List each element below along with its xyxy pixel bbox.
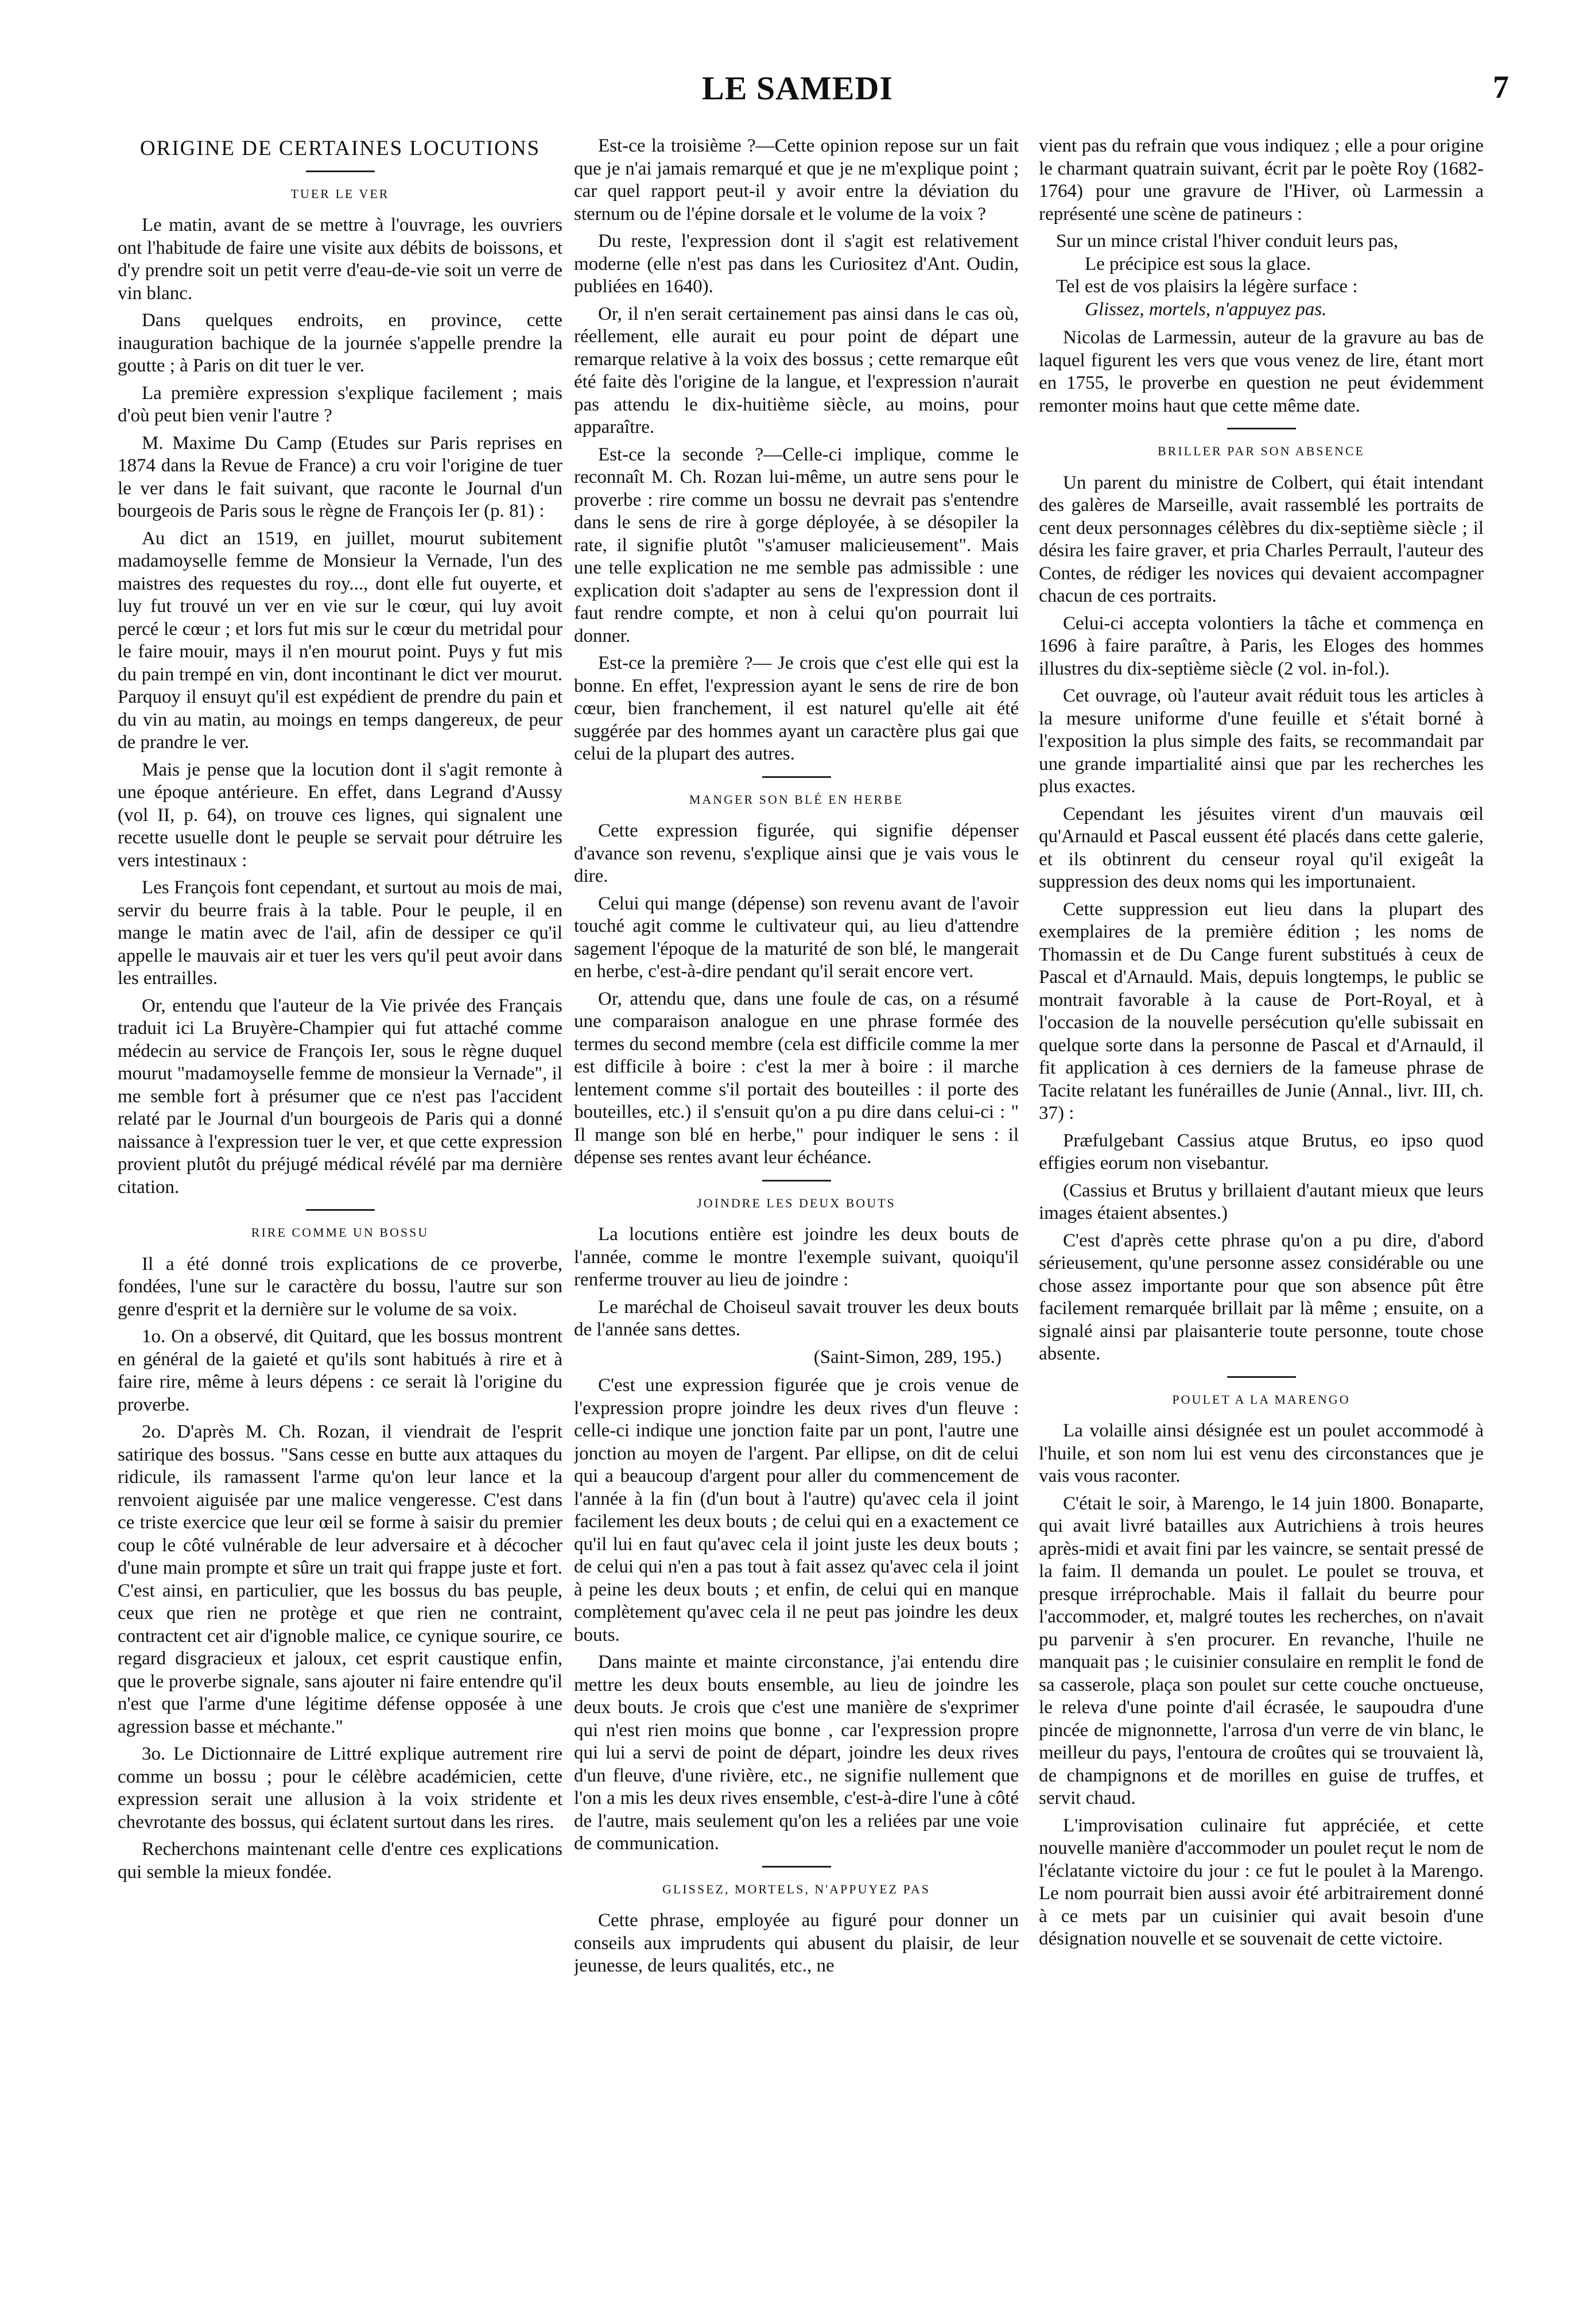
article-title: ORIGINE DE CERTAINES LOCUTIONS	[139, 137, 541, 160]
paragraph: Recherchons maintenant celle d'entre ces explications qui semble la mieux fondée.	[118, 1839, 562, 1883]
divider	[306, 1209, 375, 1211]
paragraph: Est-ce la troisième ?—Cette opinion repose sur un fait que je n'ai jamais remarqué et que je ne m'explique point ; car quel rapport peut-il y avoir entre la déviation du sternum ou de l'épine dorsale et le volume de la voix ?	[574, 135, 1019, 224]
column-2	[574, 135, 1019, 2288]
paragraph: C'est d'après cette phrase qu'on a pu dire, d'abord sérieusement, qu'une personne assez considérable ou une chose assez importante pour que son absence pût être facilement remarquée brillait par là même ; ensuite, on a signalé ainsi par plaisanterie toute personne, toute chose absente.	[1039, 1230, 1484, 1364]
paragraph: Dans quelques endroits, en province, cette inauguration bachique de la journée s'appelle prendre la goutte ; à Paris on dit tuer le ver.	[118, 310, 562, 376]
verse-line: Le précipice est sous la glace.	[1085, 253, 1311, 274]
divider	[1227, 1376, 1296, 1378]
verse-line: Sur un mince cristal l'hiver conduit leurs pas,	[1056, 231, 1399, 251]
section-heading-joindre-les-deux-bouts: JOINDRE LES DEUX BOUTS	[697, 1195, 896, 1210]
quotation: Le maréchal de Choiseul savait trouver les deux bouts de l'année sans dettes.	[574, 1296, 1019, 1340]
verse-line: Glissez, mortels, n'appuyez pas.	[1085, 299, 1327, 320]
paragraph: Celui-ci accepta volontiers la tâche et commença en 1696 à faire paraître, à Paris, les Eloges des hommes illustres du dix-septième siècle (2 vol. in-fol.).	[1039, 613, 1484, 679]
paragraph: vient pas du refrain que vous indiquez ; elle a pour origine le charmant quatrain suivant, écrit par le poète Roy (1682-1764) pour une gravure de l'Hiver, où Larmessin a représenté une scène de patineurs :	[1039, 135, 1484, 224]
paragraph: C'est une expression figurée que je crois venue de l'expression propre joindre les deux rives d'un fleuve : celle-ci indique une jonction faite par un pont, l'autre une jonction au moyen de l'argent. Par ellipse, on dit de celui qui a beaucoup d'argent pour aller du commencement de l'année à la fin (d'un bout à l'autre) qu'avec cela il joint facilement les deux bouts ; de celui qui en a exactement ce qu'il lui en faut qu'avec cela il joint juste les deux bouts ; de celui qui n'en a pas tout à fait assez qu'avec cela il joint à peine les deux bouts ; et enfin, de celui qui en manque complètement qu'avec cela il ne peut pas joindre les deux bouts.	[574, 1375, 1019, 1645]
paragraph: M. Maxime Du Camp (Etudes sur Paris reprises en 1874 dans la Revue de France) a cru voir l'origine de tuer le ver dans le fait suivant, que raconte le Journal d'un bourgeois de Paris sous le règne de François Ier (p. 81) :	[118, 432, 562, 521]
paragraph: La première expression s'explique facilement ; mais d'où peut bien venir l'autre ?	[118, 382, 562, 426]
divider	[762, 776, 831, 778]
paragraph: Du reste, l'expression dont il s'agit est relativement moderne (elle n'est pas dans les Curiositez d'Ant. Oudin, publiées en 1640).	[574, 231, 1019, 297]
paragraph: La volaille ainsi désignée est un poulet accommodé à l'huile, et son nom lui est venu des circonstances que je vais vous raconter.	[1039, 1420, 1484, 1486]
paragraph: Or, attendu que, dans une foule de cas, on a résumé une comparaison analogue en une phrase formée des termes du second membre (cela est difficile comme la mer est difficile à boire : c'est la mer à boire : il marche lentement comme s'il portait des bouteilles : il porte des bouteilles, etc.) il s'ensuit qu'on a pu dire dans celui-ci : " Il mange son blé en herbe," pour indiquer le sens : il dépense ses rentes avant leur échéance.	[574, 988, 1019, 1168]
paragraph: 3o. Le Dictionnaire de Littré explique autrement rire comme un bossu ; pour le célèbre académicien, cette expression serait une allusion à la voix stridente et chevrotante des bossus, qui éclatent surtout dans les rires.	[118, 1744, 562, 1833]
paragraph: La locutions entière est joindre les deux bouts de l'année, comme le montre l'exemple suivant, quoiqu'il renferme trouver au lieu de joindre :	[574, 1224, 1019, 1290]
paragraph: Dans mainte et mainte circonstance, j'ai entendu dire mettre les deux bouts ensemble, au lieu de joindre les deux bouts. Je crois que c'est une manière de s'exprimer qui n'est rien moins que bonne , car l'expression propre qui lui a servi de point de départ, joindre les deux rives d'un fleuve, d'une rivière, etc., ne signifie nullement que l'on a mis les deux rives ensemble, c'est-à-dire l'une à côté de l'autre, mais seulement qu'on les a reliées par une voie de communication.	[574, 1652, 1019, 1854]
verse-line: Tel est de vos plaisirs la légère surface :	[1056, 276, 1358, 297]
section-heading-rire-comme-un-bossu: RIRE COMME UN BOSSU	[251, 1225, 429, 1240]
paragraph: Un parent du ministre de Colbert, qui était intendant des galères de Marseille, avait rassemblé les portraits de cent deux personnages célèbres du dix-septième siècle ; il désira les faire graver, et pria Charles Perrault, l'auteur des Contes, de rédiger les novices qui devaient accompagner chacun de ces portraits.	[1039, 472, 1484, 606]
page-header	[86, 69, 1509, 121]
divider	[1227, 428, 1296, 429]
section-heading-manger-son-ble: MANGER SON BLÉ EN HERBE	[689, 792, 904, 807]
section-heading-poulet-a-la-marengo: POULET A LA MARENGO	[1172, 1392, 1350, 1407]
paragraph: Cependant les jésuites virent d'un mauvais œil qu'Arnauld et Pascal eussent été placés dans cette galerie, et ils obtinrent du censeur royal qu'il exigeât la suppression des deux noms qui les importunaient.	[1039, 803, 1484, 892]
paragraph: Or, entendu que l'auteur de la Vie privée des Français traduit ici La Bruyère-Champier qui fut attaché comme médecin au service de François Ier, sous le règne duquel mourut "madamoyselle femme de monsieur la Vernade", il me semble fort à présumer que ce n'est pas l'accident relaté par le Journal d'un bourgeois de Paris qui a donné naissance à l'expression tuer le ver, et que cette expression provient plutôt du préjugé médical révélé par ma dernière citation.	[118, 995, 562, 1198]
quotation: Les François font cependant, et surtout au mois de mai, servir du beurre frais à la table. Pour le peuple, il en mange le matin avec de l'ail, afin de dessiper ce qu'il appelle le mauvais air et tuer les vers qu'il peut avoir dans les entrailles.	[118, 877, 562, 989]
paragraph: Or, il n'en serait certainement pas ainsi dans le cas où, réellement, elle aurait eu pour point de départ une remarque relative à la voix des bossus ; cette remarque eût été faite dès l'origine de la langue, et l'expression n'aurait pas attendu le dix-huitième siècle, au moins, pour apparaître.	[574, 303, 1019, 437]
translation: (Cassius et Brutus y brillaient d'autant mieux que leurs images étaient absentes.)	[1039, 1180, 1484, 1223]
paragraph: Celui qui mange (dépense) son revenu avant de l'avoir touché agit comme le cultivateur qui, au lieu d'attendre sagement l'époque de la maturité de son blé, le mangerait en herbe, c'est-à-dire pendant qu'il serait encore vert.	[574, 893, 1019, 982]
quotation: Au dict an 1519, en juillet, mourut subitement madamoyselle femme de Monsieur la Vernade, l'un des maistres des requestes du roy..., dont elle fut ouyerte, et luy fut trouvé un ver en vie sur le cœur, qui luy avoit percé le cœur ; et lors fut mis sur le cœur du metridal pour le faire mouir, mays il n'en mourut point. Puys y fut mis du pain trempé en vin, dont incontinant le dict ver mourut. Parquoy il ensuyt qu'il est expédient de prendre du pain et du vin au matin, au moings en temps dangereux, de peur de prandre le ver.	[118, 528, 562, 753]
paragraph: Mais je pense que la locution dont il s'agit remonte à une époque antérieure. En effet, dans Legrand d'Aussy (vol II, p. 64), on trouve ces lignes, qui signalent une recette usuelle dont le peuple se servait pour détruire les vers intestinaux :	[118, 759, 562, 871]
section-heading-tuer-le-ver: TUER LE VER	[290, 186, 390, 201]
column-1	[118, 135, 562, 2288]
paragraph: Il a été donné trois explications de ce proverbe, fondées, l'une sur le caractère du bossu, l'autre sur son genre d'esprit et la dernière sur le volume de sa voix.	[118, 1253, 562, 1320]
paragraph: C'était le soir, à Marengo, le 14 juin 1800. Bonaparte, qui avait livré batailles aux Autrichiens à trois heures après-midi et avait fini par les vaincre, se sentait pressé de la faim. Il demanda un poulet. Le poulet se trouva, et presque irréprochable. Mais il fallait du beurre pour l'accommoder, et, malgré toutes les recherches, on n'avait pu parvenir à s'en procurer. En revanche, l'huile ne manquait pas ; le cuisinier consulaire en remplit le fond de sa casserole, plaça son poulet sur cette couche onctueuse, le releva d'une pointe d'ail écrasée, le saupoudra d'une pincée de mignonnette, l'arrosa d'un verre de vin blanc, le meilleur du pays, l'entoura de croûtes qui se trouvaient là, de champignons et de morilles en guise de truffes, et servit chaud.	[1039, 1493, 1484, 1808]
paragraph: Cette expression figurée, qui signifie dépenser d'avance son revenu, s'explique ainsi que je vais vous le dire.	[574, 820, 1019, 886]
paragraph: Le matin, avant de se mettre à l'ouvrage, les ouvriers ont l'habitude de faire une visite aux débits de boissons, et d'y prendre soit un petit verre d'eau-de-vie soit un verre de vin blanc.	[118, 215, 562, 304]
publication-title: LE SAMEDI	[702, 69, 893, 107]
latin-quotation: Præfulgebant Cassius atque Brutus, eo ipso quod effigies eorum non visebantur.	[1039, 1130, 1484, 1173]
paragraph: Est-ce la seconde ?—Celle-ci implique, comme le reconnaît M. Ch. Rozan lui-même, un autre sens pour le proverbe : rire comme un bossu ne devrait pas s'entendre dans le sens de rire à gorge déployée, à se désopiler la rate, il signifie plutôt "s'amuser malicieusement". Mais une telle explication ne me semble pas admissible : une explication doit s'adapter au sens de l'expression dont il faut rendre compte, et non à celui qu'on pourrait lui donner.	[574, 444, 1019, 646]
divider	[762, 1180, 831, 1182]
column-3	[1039, 135, 1484, 2288]
divider	[762, 1866, 831, 1868]
paragraph: Est-ce la première ?— Je crois que c'est elle qui est la bonne. En effet, l'expression ayant le sens de rire de bon cœur, bien franchement, il est naturel qu'elle ait été suggérée par des hommes ayant un caractère plus gai que celui de la plupart des autres.	[574, 653, 1019, 764]
paragraph: Cette suppression eut lieu dans la plupart des exemplaires de la première édition ; les noms de Thomassin et de Du Cange furent substitués à ceux de Pascal et d'Arnauld. Mais, depuis longtemps, le public se montrait favorable à la cause de Port-Royal, et à l'occasion de la nouvelle persécution qu'elle subissait en quelque sorte dans la personne de Pascal et d'Arnauld, il fit application à ces derniers de la fameuse phrase de Tacite relatant les funérailles de Junie (Annal., livr. III, ch. 37) :	[1039, 898, 1484, 1124]
section-heading-briller-par-son-absence: BRILLER PAR SON ABSENCE	[1158, 444, 1365, 458]
paragraph: 1o. On a observé, dit Quitard, que les bossus montrent en général de la gaieté et qu'ils sont habitués à rire et à faire rire, même à leurs dépens : ce serait là l'origine du proverbe.	[118, 1326, 562, 1415]
paragraph: Cette phrase, employée au figuré pour donner un conseils aux imprudents qui abusent du plaisir, de leur jeunesse, de leurs qualités, etc., ne	[574, 1910, 1019, 1976]
paragraph: 2o. D'après M. Ch. Rozan, il viendrait de l'esprit satirique des bossus. "Sans cesse en butte aux attaques du ridicule, ils ramassent l'arme qu'on leur lance et la renvoient aiguisée par une malice vengeresse. C'est dans ce triste exercice que leur œil se forme à saisir du premier coup le côté vulnérable de leur adversaire et à décocher d'une main prompte et sûre un trait qui frappe juste et fort. C'est ainsi, en particulier, que les bossus du bas peuple, ceux que rien ne protège et que rien ne contraint, contractent cet air d'ignoble malice, ce cynique sourire, ce regard disgracieux et jaloux, cet esprit caustique enfin, que le proverbe signale, sans ajouter ni faire entendre qu'il n'est que l'arme d'une légitime défense opposée à une agression basse et méchante."	[118, 1421, 562, 1737]
paragraph: Cet ouvrage, où l'auteur avait réduit tous les articles à la mesure uniforme d'une feuille et s'était borné à l'exposition la plus simple des faits, se recommandait par une grande impartialité ainsi que par les recherches les plus exactes.	[1039, 685, 1484, 797]
paragraph: Nicolas de Larmessin, auteur de la gravure au bas de laquel figurent les vers que vous venez de lire, étant mort en 1755, le proverbe en question ne peut évidemment remonter moins haut que cette même date.	[1039, 327, 1484, 416]
section-heading-glissez-mortels: GLISSEZ, MORTELS, N'APPUYEZ PAS	[662, 1881, 931, 1896]
citation: (Saint-Simon, 289, 195.)	[813, 1346, 1002, 1368]
page-number: 7	[1493, 69, 1509, 105]
divider	[306, 171, 375, 172]
paragraph: L'improvisation culinaire fut appréciée, et cette nouvelle manière d'accommoder un poulet reçut le nom de l'éclatante victoire du jour : ce fut le poulet à la Marengo. Le nom pourrait bien aussi avoir été arbitrairement donné à ce mets par un cuisinier qui avait besoin d'une désignation nouvelle et se souvenait de cette victoire.	[1039, 1815, 1484, 1949]
quatrain	[1056, 230, 1484, 321]
